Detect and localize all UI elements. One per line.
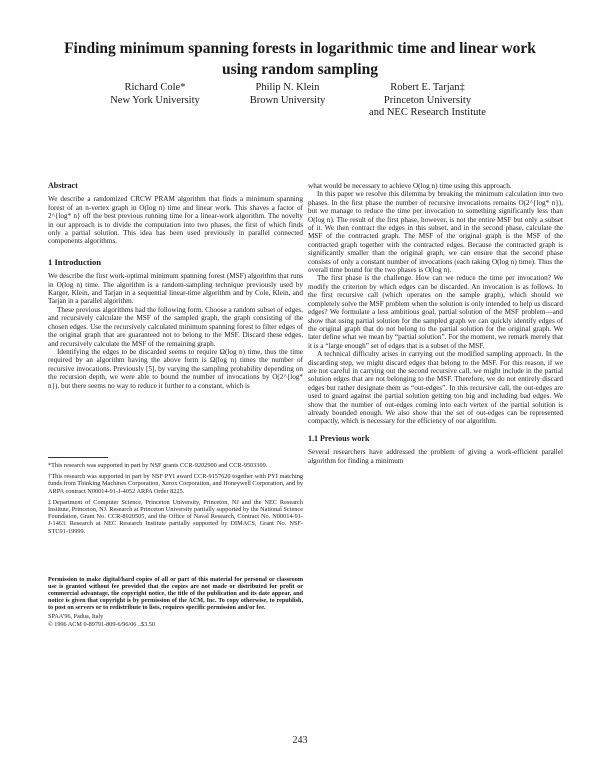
right-column — [308, 182, 563, 682]
author-block — [95, 82, 215, 107]
body-paragraph: In this paper we resolve this dilemma by breaking the minimum calculation into two phases. In the first phase the number of recursive invocations remains O(2^{log* n}), but we manage to reduce the time per invocation to something significantly less than O(log n). The result of the first phase, however, is not the entire MSF but only a subset of it. We then contract the edges in this subset, and in the second phase, calculate the MSF of the contracted graph. The MSF of the original graph is the MSF of the contracted graph together with the contracted edges. Because the contracted graph is significantly smaller than the original graph, we can ensure that the second phase consists of only a constant number of invocations (each taking O(log n) time). Thus the overall time bound for the two phases is O(log n). — [308, 190, 563, 275]
author-block — [355, 82, 500, 120]
body-paragraph: Several researchers have addressed the problem of giving a work-efficient parallel algorithm for finding a minimum — [308, 448, 563, 465]
permission-text: Permission to make digital/hard copies of all or part of this material for personal or classroom use is granted without fee provided that the copies are not made or distributed for profit or commercial advantage, the copyright notice, the title of the publication and its date appear, and notice is given that copyright is by permission of the ACM, Inc. To copy otherwise, to republish, to post on servers or to redistribute to lists, requires specific permission and/or fee. — [48, 576, 303, 612]
paper-title — [40, 38, 560, 80]
intro-paragraph: These previous algorithms had the following form. Choose a random subset of edges, and recursively calculate the MSF of the sampled graph, the graph consisting of the chosen edges. Use the recursively calculated minimum spanning forest to filter edges of the original graph that are guaranteed not to belong to the MSF. Discard these edges, and recursively calculate the MSF of the remaining graph. — [48, 305, 303, 348]
body-paragraph: what would be necessary to achieve O(log n) time using this approach. — [308, 182, 512, 190]
author-name: Robert E. Tarjan‡ — [390, 82, 465, 93]
author-name: Philip N. Klein — [255, 82, 320, 93]
venue-line: SPAA'96, Padua, Italy — [48, 613, 104, 621]
footnote: †This research was supported in part by NSF PYI award CCR-9157620 together with PYI matching funds from Thinking Machines Corporation, Xerox Corporation, and Honeywell Corporation, and by ARPA contract N00014-91-J-4052 ARPA Order 8225. — [48, 473, 303, 495]
author-block — [230, 82, 345, 107]
intro-paragraph: We describe the first work-optimal minimum spanning forest (MSF) algorithm that runs in O(log n) time. The algorithm is a random-sampling technique previously used by Karger, Klein, and Tarjan in a sequential linear-time algorithm and by Cole, Klein, and Tarjan in a parallel algorithm. — [48, 272, 303, 306]
copyright-line: © 1996 ACM 0-89791-809-6/96/06 ..$3.50 — [48, 620, 155, 628]
author-name: Richard Cole* — [124, 82, 186, 93]
author-affiliation: Brown University — [249, 94, 326, 106]
footnotes — [48, 462, 303, 574]
permission-notice — [48, 576, 303, 668]
abstract-heading: Abstract — [48, 182, 78, 190]
previous-work-heading: 1.1 Previous work — [308, 433, 370, 443]
body-paragraph: The first phase is the challenge. How can we reduce the time per invocation? We modify the criterion by which edges can be discarded. An invocation is as follows. In the first recursive call (which operates on the sample graph), which should we completely solve the MSF problem when the solution is only intended to help us discard edges? We formulate a less ambitious goal, partial solution of the MSF problem—and show that using partial solution for the sampled graph we can quickly identify edges of the original graph that do not belong to the partial solution for the original graph. We later define what we mean by “partial solution”. For the moment, we remark merely that it is a “large enough” set of edges that is a subset of the MSF. — [308, 274, 563, 350]
page-number: 243 — [292, 735, 308, 746]
introduction-heading: 1 Introduction — [48, 256, 102, 267]
abstract-text: We describe a randomized CRCW PRAM algorithm that finds a minimum spanning forest of an n-vertex graph in O(log n) time and linear work. This shaves a factor of 2^{log* n} off the best previous running time for a linear-work algorithm. The novelty in our approach is to divide the computation into two phases, the first of which finds only a partial solution. This idea has been used previously in parallel connected components algorithms. — [48, 195, 303, 246]
footnote: ‡Department of Computer Science, Princeton University, Princeton, NJ and the NEC Research Institute, Princeton, NJ. Research at Princeton University partially supported by the National Science Foundation, Grant No. CCR-8920505, and the Office of Naval Research, Contract No. N00014-91-J-1463. Research at NEC Research Institute partially supported by DIMACS, Grant No. NSF-STC91-19999. — [48, 498, 303, 535]
author-affiliation: and NEC Research Institute — [369, 107, 486, 118]
title-line-1: Finding minimum spanning forests in logarithmic time and linear work — [64, 40, 536, 57]
body-paragraph: A technical difficulty arises in carrying out the modified sampling approach. In the discarding step, we might discard edges that belong to the MSF. For this reason, if we are not careful in carrying out the second recursive call, we might include in the partial solution edges that are not belonging to the MSF. Therefore, we do not entirely discard edges but rather designate them as “out-edges”. In this recursive call, the out-edges are used to guard against the partial solution getting too big and including bad edges. We show that the number of out-edges coming into each vertex of the partial solution is already bounded enough. We also show that the set of out-edges can be represented compactly, which is necessary for the efficiency of our algorithm. — [308, 350, 563, 426]
footnote: *This research was supported in part by NSF grants CCR-9202900 and CCR-9503309. — [48, 462, 268, 469]
intro-paragraph: Identifying the edges to be discarded seems to require Ω(log n) time, thus the time required by an algorithm having the above form is Ω(log n) times the number of recursive invocations. Previously [5], by varying the sampling probability depending on the recursion depth, we were able to bound the number of invocations by O(2^{log* n}), but there seems no way to reduce it further to a constant, which is — [48, 347, 303, 390]
footnote-rule — [48, 457, 108, 458]
author-affiliation: Princeton University — [383, 94, 472, 106]
author-affiliation: New York University — [110, 94, 200, 106]
title-line-2: using random sampling — [222, 61, 378, 78]
